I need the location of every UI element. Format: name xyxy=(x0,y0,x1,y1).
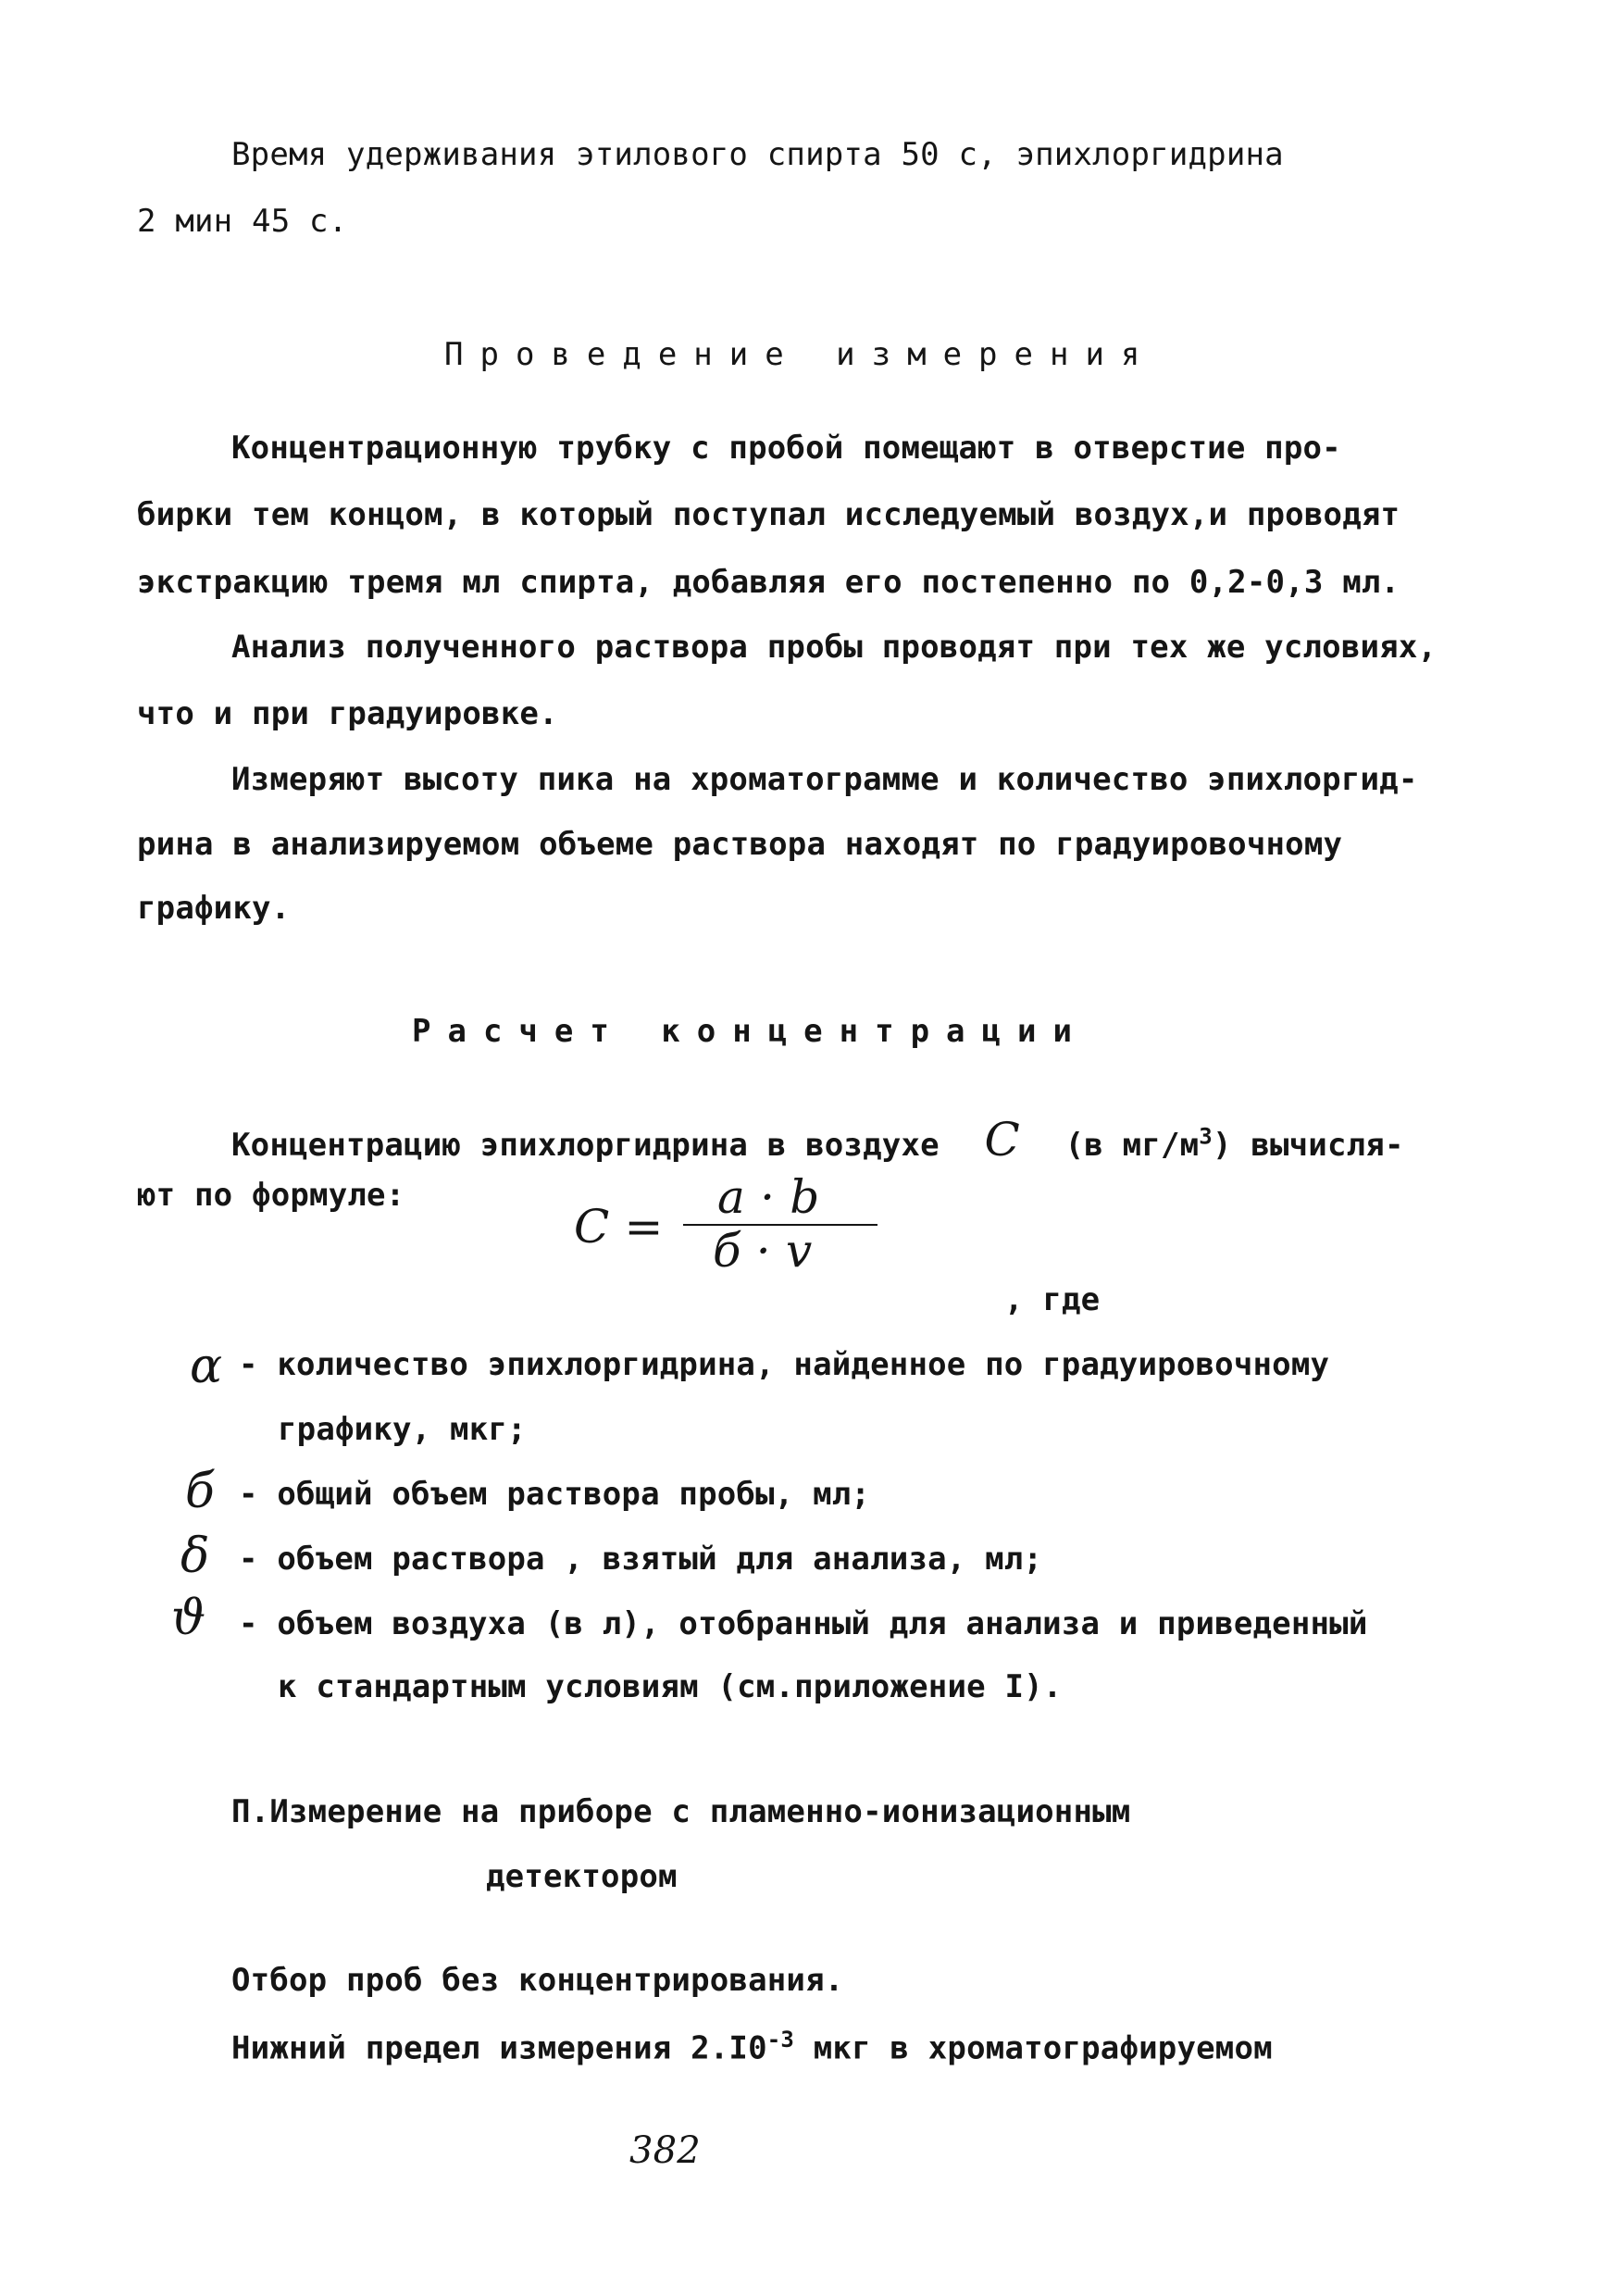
measurement-line-6: Измеряют высоту пика на хроматограмме и количество эпихлоргид- xyxy=(231,761,1418,798)
concentration-symbol: C xyxy=(984,1113,1020,1167)
section-heading-measurement: Проведение измерения xyxy=(444,336,1157,373)
calc-unit-sup: 3 xyxy=(1199,1123,1213,1150)
flame-heading-line-1: П.Измерение на приборе с пламенно-ионизационным xyxy=(231,1793,1131,1830)
flame-text-line-2 xyxy=(231,2028,1273,2066)
calc-line-2: ют по формуле: xyxy=(137,1177,405,1214)
measurement-line-3: экстракцию тремя мл спирта, добавляя его постепенно по 0,2-0,3 мл. xyxy=(137,564,1400,601)
section-heading-calculation: Расчет концентрации xyxy=(412,1013,1089,1050)
definition-symbol-v: ϑ xyxy=(171,1591,206,1646)
definition-line-6: к стандартным условиям (см.приложение I). xyxy=(278,1668,1063,1705)
definition-symbol-delta: δ xyxy=(180,1529,210,1584)
measurement-line-8: графику. xyxy=(137,890,291,927)
flame-limit-text: Нижний предел измерения 2.I0 xyxy=(231,2029,767,2067)
definition-symbol-b: б xyxy=(185,1464,215,1519)
calc-line-1-end: ) вычисля- xyxy=(1212,1127,1404,1164)
calc-line-1-text: Концентрацию эпихлоргидрина в воздухе xyxy=(231,1127,940,1164)
measurement-line-4: Анализ полученного раствора пробы проводят при тех же условиях, xyxy=(231,629,1438,666)
formula-denominator: б · v xyxy=(713,1224,813,1278)
formula-where: , где xyxy=(1004,1281,1101,1318)
flame-heading-line-2: детектором xyxy=(486,1858,678,1895)
measurement-line-5: что и при градуировке. xyxy=(137,695,558,732)
page-number: 382 xyxy=(629,2129,701,2172)
definition-line-3: - общий объем раствора пробы, мл; xyxy=(239,1476,871,1513)
formula-lhs: C = xyxy=(574,1200,664,1254)
measurement-line-2: бирки тем концом, в который поступал исследуемый воздух,и проводят xyxy=(137,496,1400,533)
definition-symbol-a: α xyxy=(190,1339,223,1394)
definition-line-5: - объем воздуха (в л), отобранный для анализа и приведенный xyxy=(239,1605,1368,1642)
flame-text-line-1: Отбор проб без концентрирования. xyxy=(231,1962,844,1999)
calc-line-1 xyxy=(231,1114,1404,1167)
intro-line-2: 2 мин 45 с. xyxy=(137,203,348,240)
calc-unit-text: (в мг/м xyxy=(1064,1127,1200,1164)
measurement-line-7: рина в анализируемом объеме раствора находят по градуировочному xyxy=(137,826,1343,863)
measurement-line-1: Концентрационную трубку с пробой помещают в отверстие про- xyxy=(231,430,1341,467)
flame-limit-sup: -3 xyxy=(766,2027,795,2053)
formula-numerator: a · b xyxy=(717,1170,820,1224)
flame-limit-end: мкг в хроматографируемом xyxy=(794,2029,1273,2067)
definition-line-1: - количество эпихлоргидрина, найденное по градуировочному xyxy=(239,1346,1330,1383)
definition-line-4: - объем раствора , взятый для анализа, мл; xyxy=(239,1541,1043,1578)
definition-line-2: графику, мкг; xyxy=(278,1411,527,1448)
intro-line-1: Время удерживания этилового спирта 50 с, эпихлоргидрина xyxy=(231,136,1284,173)
